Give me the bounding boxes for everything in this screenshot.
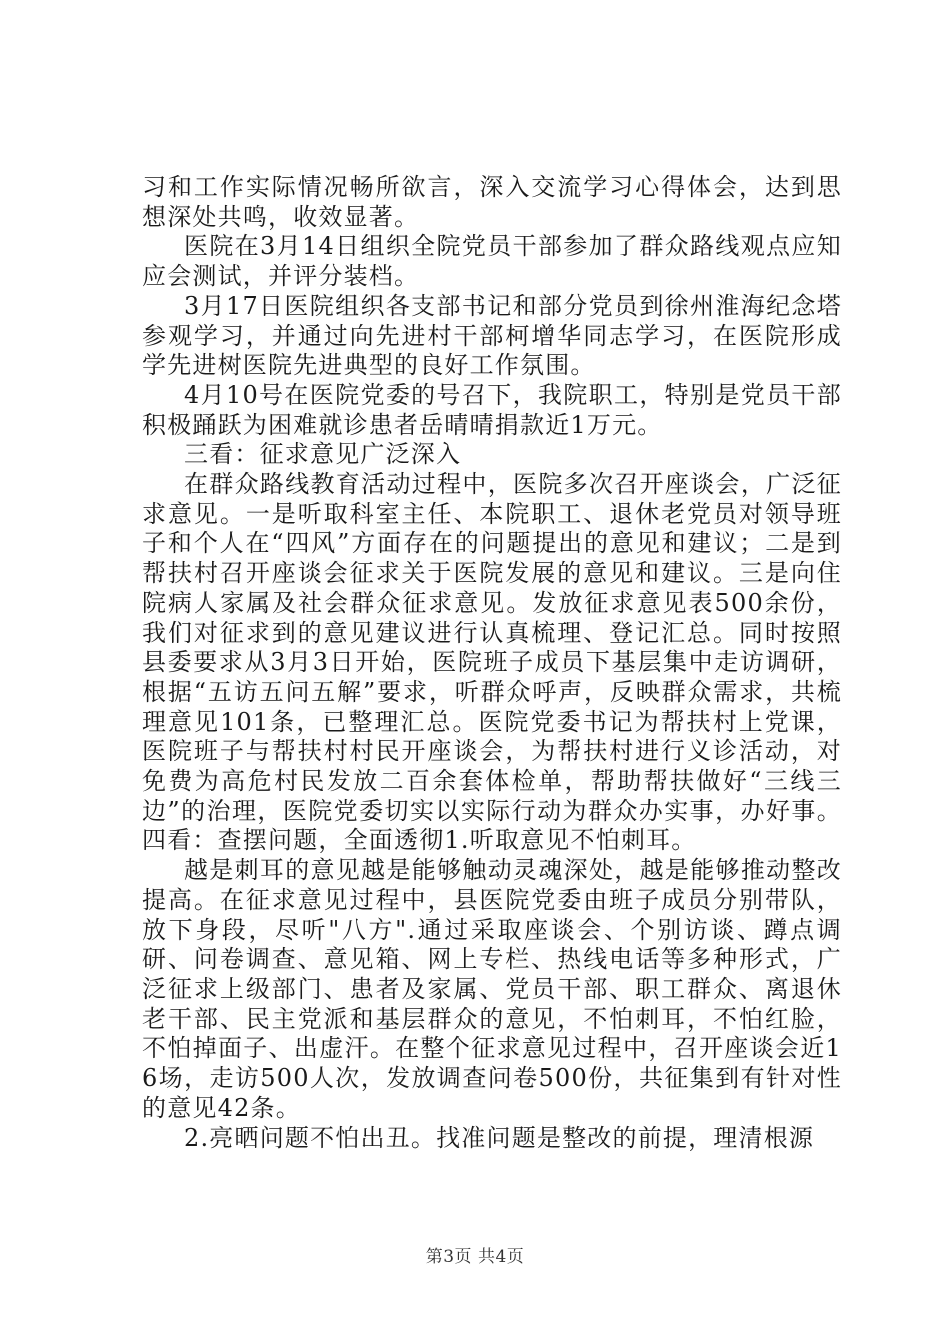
paragraph-2: 医院在3月14日组织全院党员干部参加了群众路线观点应知应会测试，并评分装档。 [142,232,842,291]
paragraph-1: 习和工作实际情况畅所欲言，深入交流学习心得体会，达到思想深处共鸣，收效显著。 [142,173,842,231]
paragraph-7: 越是刺耳的意见越是能够触动灵魂深处，越是能够推动整改提高。在征求意见过程中，县医院党委由班子成员分别带队，放下身段，尽听"八方".通过采取座谈会、个别访谈、蹲点调研、问卷调查、意见箱、网上专栏、热线电话等多种形式，广泛征求上级部门、患者及家属、党员干部、职工群众、离退休老干部、民主党派和基层群众的意见，不怕刺耳，不怕红脸，不怕掉面子、出虚汗。在整个征求意见过程中，召开座谈会近16场，走访500人次，发放调查问卷500份，共征集到有针对性的意见42条。 [142,856,842,1122]
paragraph-3: 3月17日医院组织各支部书记和部分党员到徐州淮海纪念塔参观学习，并通过向先进村干部柯增华同志学习，在医院形成学先进树医院先进典型的良好工作氛围。 [142,291,842,380]
paragraph-4: 4月10号在医院党委的号召下，我院职工，特别是党员干部积极踊跃为困难就诊患者岳晴晴捐款近1万元。 [142,380,842,439]
page-footer [0,1242,950,1267]
paragraph-8: 2.亮晒问题不怕出丑。找准问题是整改的前提，理清根源 [184,1123,815,1152]
page-number-label: 第3页 共4页 [425,1247,525,1267]
section-heading-sankan: 三看：征求意见广泛深入 [184,440,462,469]
paragraph-6: 在群众路线教育活动过程中，医院多次召开座谈会，广泛征求意见。一是听取科室主任、本院职工、退休老党员对领导班子和个人在“四风”方面存在的问题提出的意见和建议；二是到帮扶村召开座谈会征求关于医院发展的意见和建议。三是向住院病人家属及社会群众征求意见。发放征求意见表500余份，我们对征求到的意见建议进行认真梳理、登记汇总。同时按照县委要求从3月3日开始，医院班子成员下基层集中走访调研，根据“五访五问五解”要求，听群众呼声，反映群众需求，共梳理意见101条，已整理汇总。医院党委书记为帮扶村上党课，医院班子与帮扶村村民开座谈会，为帮扶村进行义诊活动，对免费为高危村民发放二百余套体检单，帮助帮扶做好“三线三边”的治理，医院党委切实以实际行动为群众办实事，办好事。四看：查摆问题，全面透彻1.听取意见不怕刺耳。 [142,470,842,855]
document-body [142,173,842,1153]
